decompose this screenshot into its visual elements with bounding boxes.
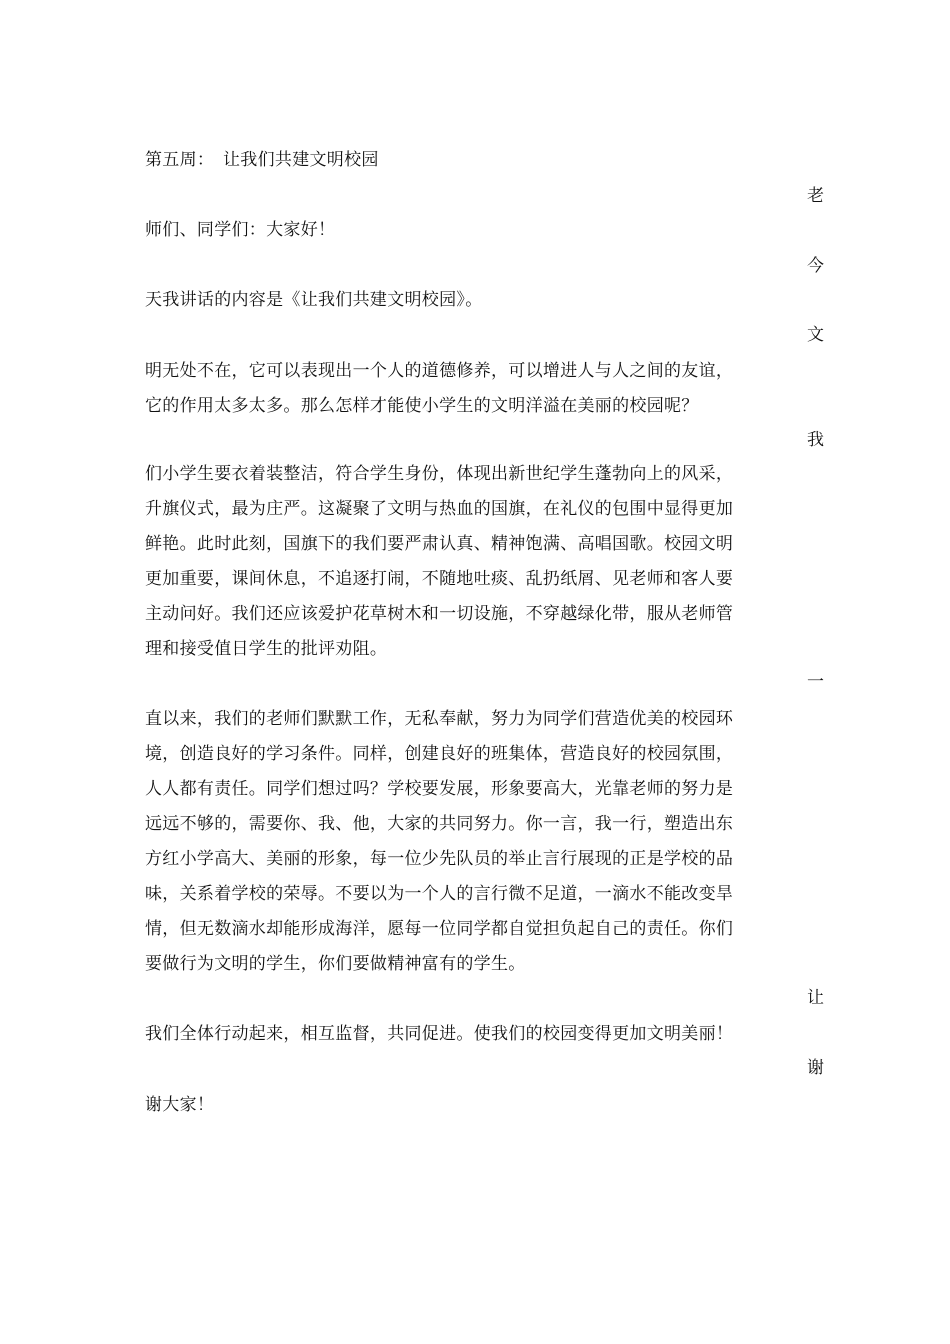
paragraph-line: 它的作用太多太多。那么怎样才能使小学生的文明洋溢在美丽的校园呢？: [145, 396, 699, 416]
paragraph-line: 境，创造良好的学习条件。同样，创建良好的班集体，营造良好的校园氛围，: [145, 744, 734, 764]
document-title: 第五周： 让我们共建文明校园: [145, 150, 379, 170]
paragraph-line: 升旗仪式，最为庄严。这凝聚了文明与热血的国旗，在礼仪的包围中显得更加: [145, 499, 734, 519]
paragraph-line: 主动问好。我们还应该爱护花草树木和一切设施，不穿越绿化带，服从老师管: [145, 604, 734, 624]
paragraph-line: 师们、同学们：大家好！: [145, 220, 336, 240]
paragraph-line: 明无处不在，它可以表现出一个人的道德修养，可以增进人与人之间的友谊，: [145, 361, 734, 381]
paragraph-line: 更加重要，课间休息，不追逐打闹，不随地吐痰、乱扔纸屑、见老师和客人要: [145, 569, 734, 589]
paragraph-line: 方红小学高大、美丽的形象，每一位少先队员的举止言行展现的正是学校的品: [145, 849, 734, 869]
side-char-5: 一: [807, 672, 824, 692]
side-char-1: 老: [807, 186, 824, 206]
paragraph-line: 谢大家！: [145, 1095, 215, 1115]
paragraph-line: 我们全体行动起来，相互监督，共同促进。使我们的校园变得更加文明美丽！: [145, 1024, 734, 1044]
paragraph-line: 人人都有责任。同学们想过吗？学校要发展，形象要高大，光靠老师的努力是: [145, 779, 734, 799]
paragraph-line: 们小学生要衣着装整洁，符合学生身份，体现出新世纪学生蓬勃向上的风采，: [145, 464, 734, 484]
side-char-4: 我: [807, 430, 824, 450]
paragraph-line: 理和接受值日学生的批评劝阻。: [145, 639, 388, 659]
paragraph-line: 直以来，我们的老师们默默工作，无私奉献，努力为同学们营造优美的校园环: [145, 709, 734, 729]
paragraph-line: 味，关系着学校的荣辱。不要以为一个人的言行微不足道，一滴水不能改变旱: [145, 884, 734, 904]
side-char-2: 今: [807, 256, 824, 276]
paragraph-line: 天我讲话的内容是《让我们共建文明校园》。: [145, 290, 483, 310]
paragraph-line: 鲜艳。此时此刻，国旗下的我们要严肃认真、精神饱满、高唱国歌。校园文明: [145, 534, 734, 554]
paragraph-line: 要做行为文明的学生，你们要做精神富有的学生。: [145, 954, 526, 974]
side-char-6: 让: [807, 988, 824, 1008]
side-char-3: 文: [807, 325, 824, 345]
paragraph-line: 情，但无数滴水却能形成海洋，愿每一位同学都自觉担负起自己的责任。你们: [145, 919, 734, 939]
paragraph-line: 远远不够的，需要你、我、他，大家的共同努力。你一言，我一行，塑造出东: [145, 814, 734, 834]
side-char-7: 谢: [807, 1058, 824, 1078]
